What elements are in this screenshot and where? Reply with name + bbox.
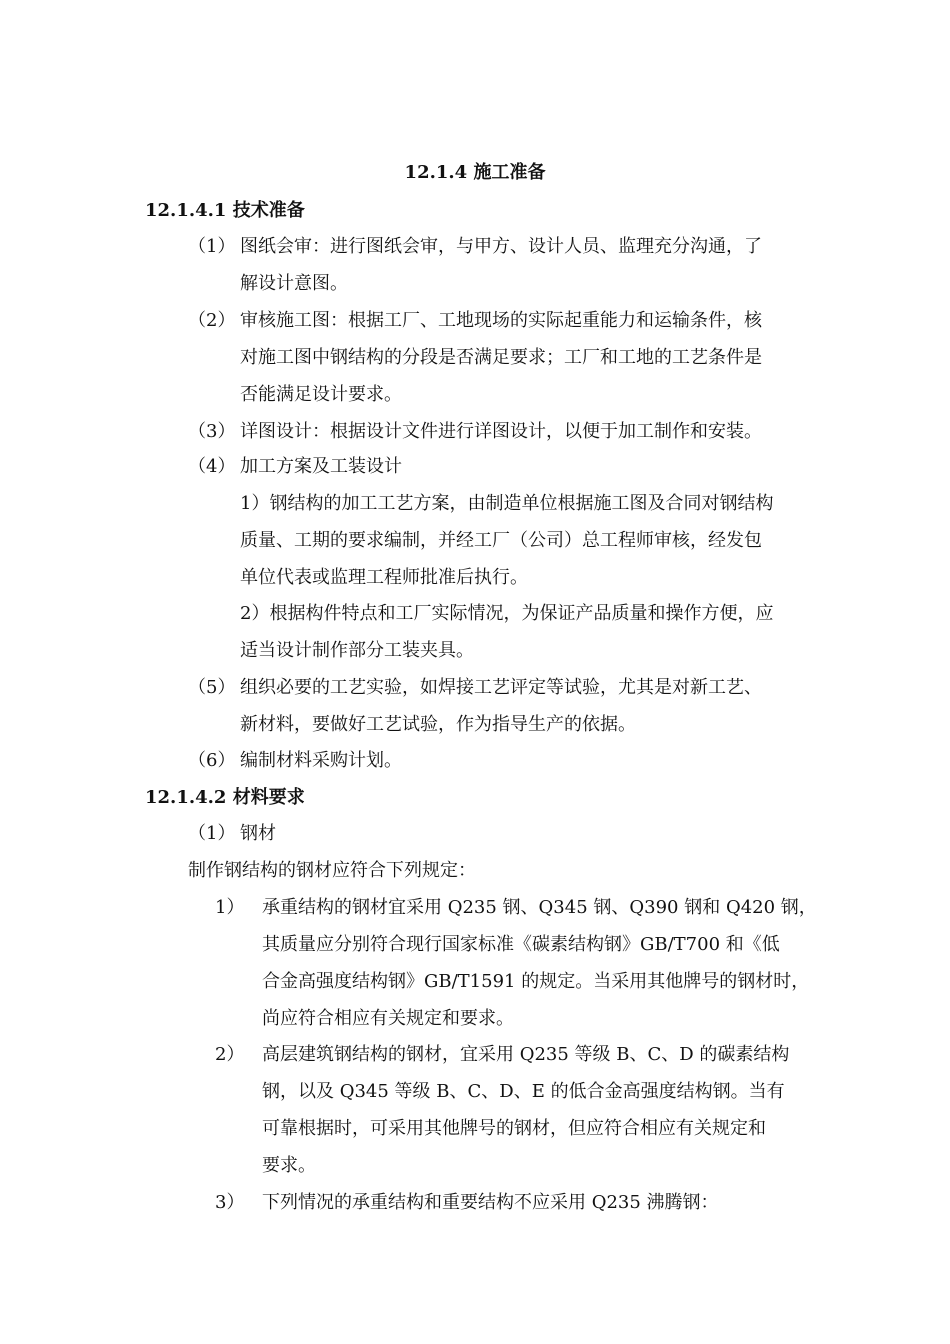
item-line: 下列情况的承重结构和重要结构不应采用 Q235 沸腾钢：	[262, 1192, 719, 1213]
item-line: 编制材料采购计划。	[240, 750, 402, 771]
sub-item-line: 适当设计制作部分工装夹具。	[240, 640, 474, 661]
item-line: 加工方案及工装设计	[240, 456, 402, 477]
section-title-technical-prep: 12.1.4.1 技术准备	[145, 200, 305, 221]
item-number: （1）	[188, 236, 236, 257]
item-line: 可靠根据时，可采用其他牌号的钢材，但应符合相应有关规定和	[262, 1118, 766, 1139]
item-line: 要求。	[262, 1155, 316, 1176]
item-number: （5）	[188, 677, 236, 698]
sub-item-line: 1）钢结构的加工工艺方案，由制造单位根据施工图及合同对钢结构	[240, 493, 774, 514]
sub-item-line: 单位代表或监理工程师批准后执行。	[240, 567, 528, 588]
item-number: 2）	[215, 1044, 245, 1065]
section-title-material-req: 12.1.4.2 材料要求	[145, 787, 305, 808]
page-heading: 12.1.4 施工准备	[404, 162, 546, 183]
sub-item-line: 质量、工期的要求编制，并经工厂（公司）总工程师审核，经发包	[240, 530, 762, 551]
item-number: （3）	[188, 421, 236, 442]
item-line: 解设计意图。	[240, 273, 348, 294]
sub-item-line: 2）根据构件特点和工厂实际情况，为保证产品质量和操作方便，应	[240, 603, 774, 624]
intro-paragraph: 制作钢结构的钢材应符合下列规定：	[188, 860, 476, 881]
item-line: 详图设计：根据设计文件进行详图设计，以便于加工制作和安装。	[240, 421, 762, 442]
item-line: 其质量应分别符合现行国家标准《碳素结构钢》GB/T700 和《低	[262, 934, 780, 955]
item-number: （1）	[188, 823, 236, 844]
item-line: 合金高强度结构钢》GB/T1591 的规定。当采用其他牌号的钢材时，	[262, 971, 810, 992]
item-line: 新材料，要做好工艺试验，作为指导生产的依据。	[240, 714, 636, 735]
item-number: （4）	[188, 456, 236, 477]
item-line: 组织必要的工艺实验，如焊接工艺评定等试验，尤其是对新工艺、	[240, 677, 762, 698]
item-number: 3）	[215, 1192, 245, 1213]
item-line: 高层建筑钢结构的钢材，宜采用 Q235 等级 B、C、D 的碳素结构	[262, 1044, 790, 1065]
item-line: 钢材	[240, 823, 276, 844]
item-line: 尚应符合相应有关规定和要求。	[262, 1008, 514, 1029]
item-number: （2）	[188, 310, 236, 331]
item-line: 对施工图中钢结构的分段是否满足要求；工厂和工地的工艺条件是	[240, 347, 762, 368]
item-number: 1）	[215, 897, 245, 918]
item-line: 钢，以及 Q345 等级 B、C、D、E 的低合金高强度结构钢。当有	[262, 1081, 785, 1102]
item-line: 否能满足设计要求。	[240, 384, 402, 405]
item-line: 承重结构的钢材宜采用 Q235 钢、Q345 钢、Q390 钢和 Q420 钢，	[262, 897, 817, 918]
item-line: 审核施工图：根据工厂、工地现场的实际起重能力和运输条件，核	[240, 310, 762, 331]
item-number: （6）	[188, 750, 236, 771]
item-line: 图纸会审：进行图纸会审，与甲方、设计人员、监理充分沟通，了	[240, 236, 762, 257]
